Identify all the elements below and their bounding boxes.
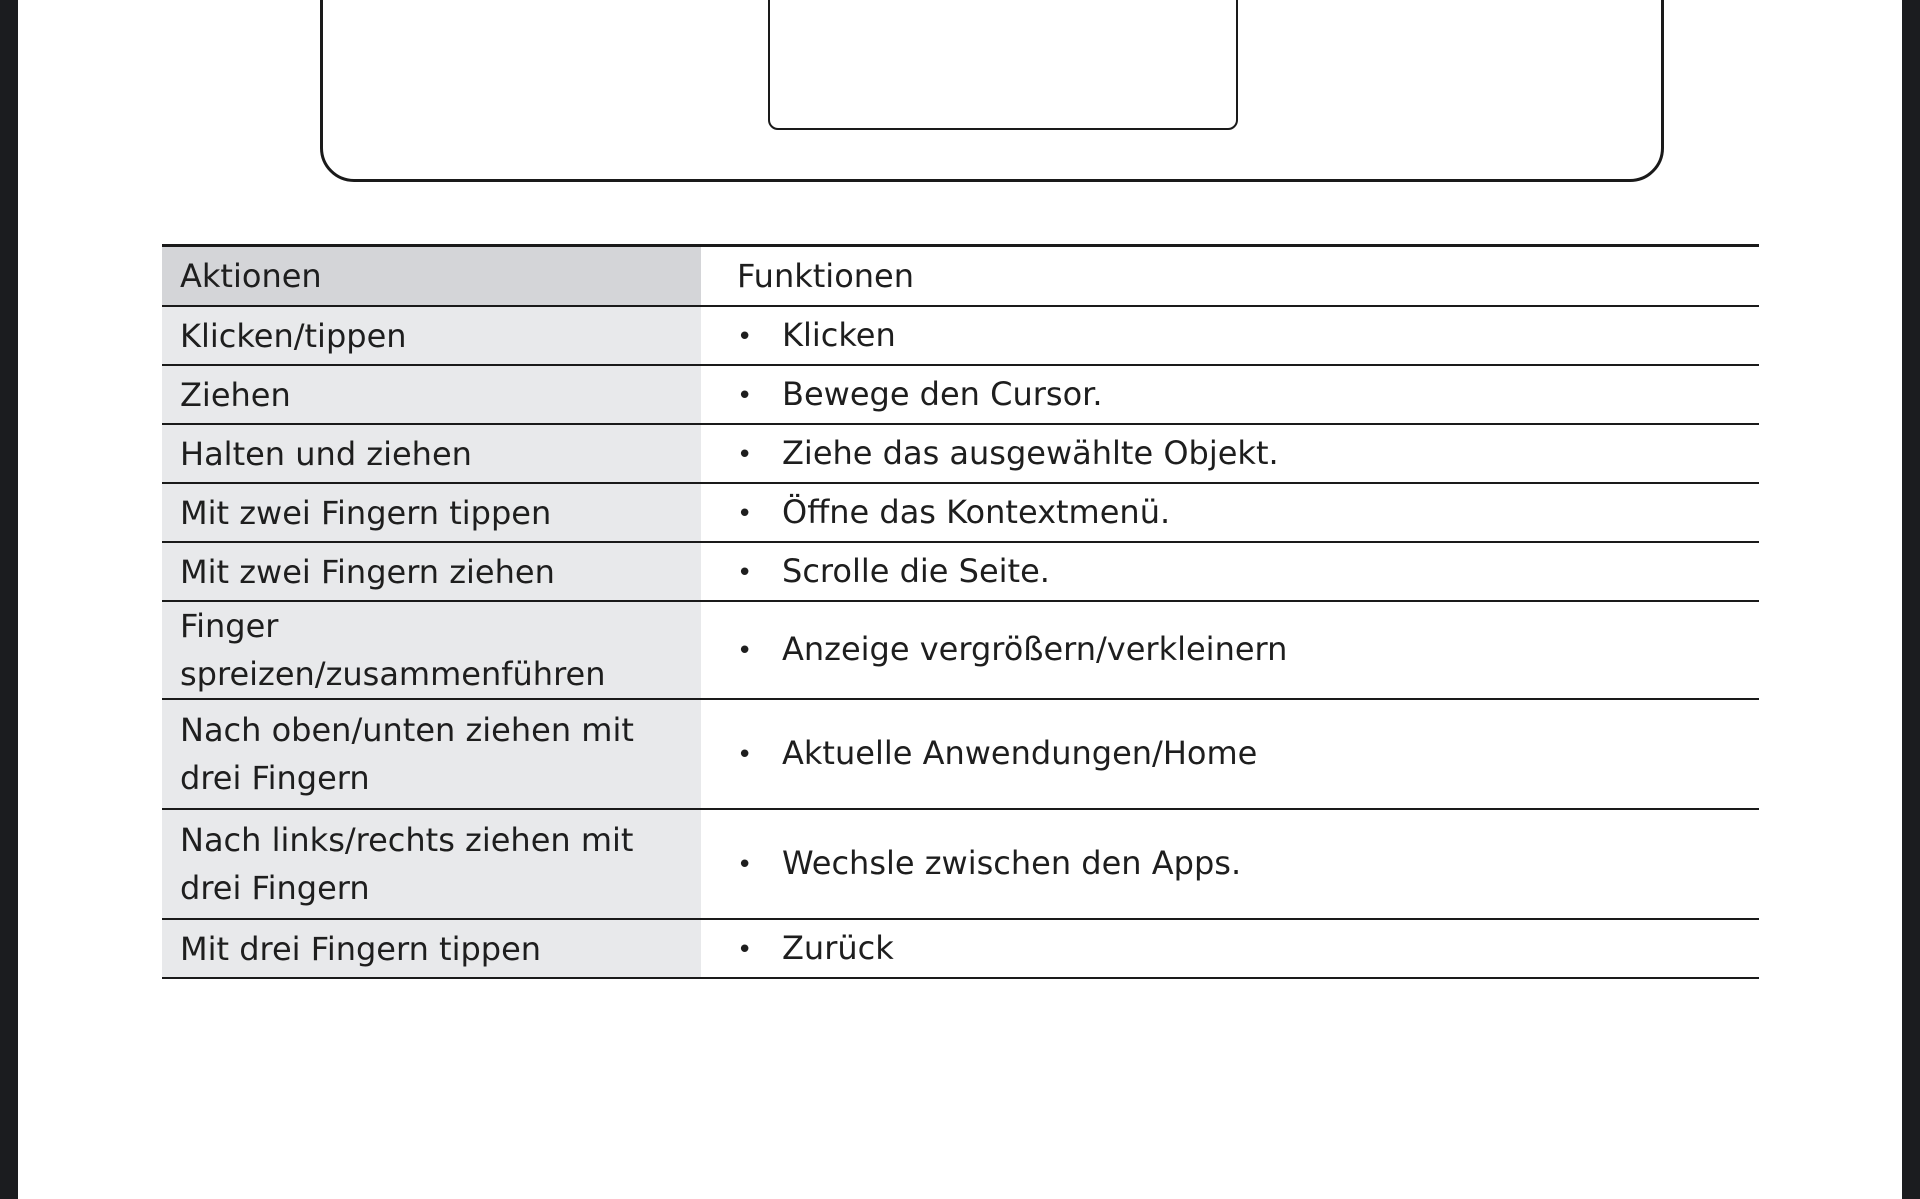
table-row bbox=[162, 483, 1759, 542]
function-cell bbox=[701, 483, 1759, 542]
action-cell: Nach oben/unten ziehen mit drei Fingern bbox=[162, 699, 701, 809]
action-cell: Finger spreizen/zusammenführen bbox=[162, 601, 701, 699]
table-row bbox=[162, 601, 1759, 699]
action-cell: Klicken/tippen bbox=[162, 306, 701, 365]
table-header-row bbox=[162, 246, 1759, 307]
function-text: Wechsle zwischen den Apps. bbox=[782, 844, 1242, 882]
function-text: Ziehe das ausgewählte Objekt. bbox=[782, 433, 1279, 472]
action-cell: Halten und ziehen bbox=[162, 424, 701, 483]
bullet-icon: • bbox=[737, 380, 753, 411]
viewer-left-edge bbox=[0, 0, 18, 1199]
function-cell bbox=[701, 306, 1759, 365]
table-row bbox=[162, 919, 1759, 978]
bullet-icon: • bbox=[737, 498, 753, 529]
table-row bbox=[162, 809, 1759, 919]
table-row bbox=[162, 699, 1759, 809]
function-text: Klicken bbox=[782, 315, 896, 354]
bullet-icon: • bbox=[737, 934, 753, 965]
bullet-icon: • bbox=[737, 740, 753, 770]
header-functions: Funktionen bbox=[701, 246, 1759, 307]
bullet-icon: • bbox=[737, 850, 753, 880]
function-text: Bewege den Cursor. bbox=[782, 374, 1103, 413]
table-row bbox=[162, 306, 1759, 365]
action-cell: Ziehen bbox=[162, 365, 701, 424]
table-row bbox=[162, 365, 1759, 424]
table-row bbox=[162, 424, 1759, 483]
touchpad-gestures-table bbox=[162, 244, 1759, 979]
bullet-icon: • bbox=[737, 557, 753, 588]
function-cell bbox=[701, 424, 1759, 483]
action-cell: Mit drei Fingern tippen bbox=[162, 919, 701, 978]
function-text: Öffne das Kontextmenü. bbox=[782, 492, 1171, 531]
action-cell: Mit zwei Fingern ziehen bbox=[162, 542, 701, 601]
function-cell bbox=[701, 601, 1759, 699]
function-text: Zurück bbox=[782, 928, 894, 967]
table-row bbox=[162, 542, 1759, 601]
viewer-right-edge bbox=[1902, 0, 1920, 1199]
function-text: Aktuelle Anwendungen/Home bbox=[782, 734, 1258, 772]
bullet-icon: • bbox=[737, 321, 753, 352]
function-text: Scrolle die Seite. bbox=[782, 551, 1050, 590]
function-cell bbox=[701, 919, 1759, 978]
action-cell: Mit zwei Fingern tippen bbox=[162, 483, 701, 542]
bullet-icon: • bbox=[737, 636, 753, 666]
bullet-icon: • bbox=[737, 439, 753, 470]
document-page bbox=[18, 0, 1902, 1199]
touchpad-illustration bbox=[768, 0, 1238, 130]
action-cell: Nach links/rechts ziehen mit drei Fingern bbox=[162, 809, 701, 919]
header-actions: Aktionen bbox=[162, 246, 701, 307]
function-cell bbox=[701, 542, 1759, 601]
function-cell bbox=[701, 699, 1759, 809]
function-text: Anzeige vergrößern/verkleinern bbox=[782, 630, 1288, 668]
function-cell bbox=[701, 365, 1759, 424]
function-cell bbox=[701, 809, 1759, 919]
